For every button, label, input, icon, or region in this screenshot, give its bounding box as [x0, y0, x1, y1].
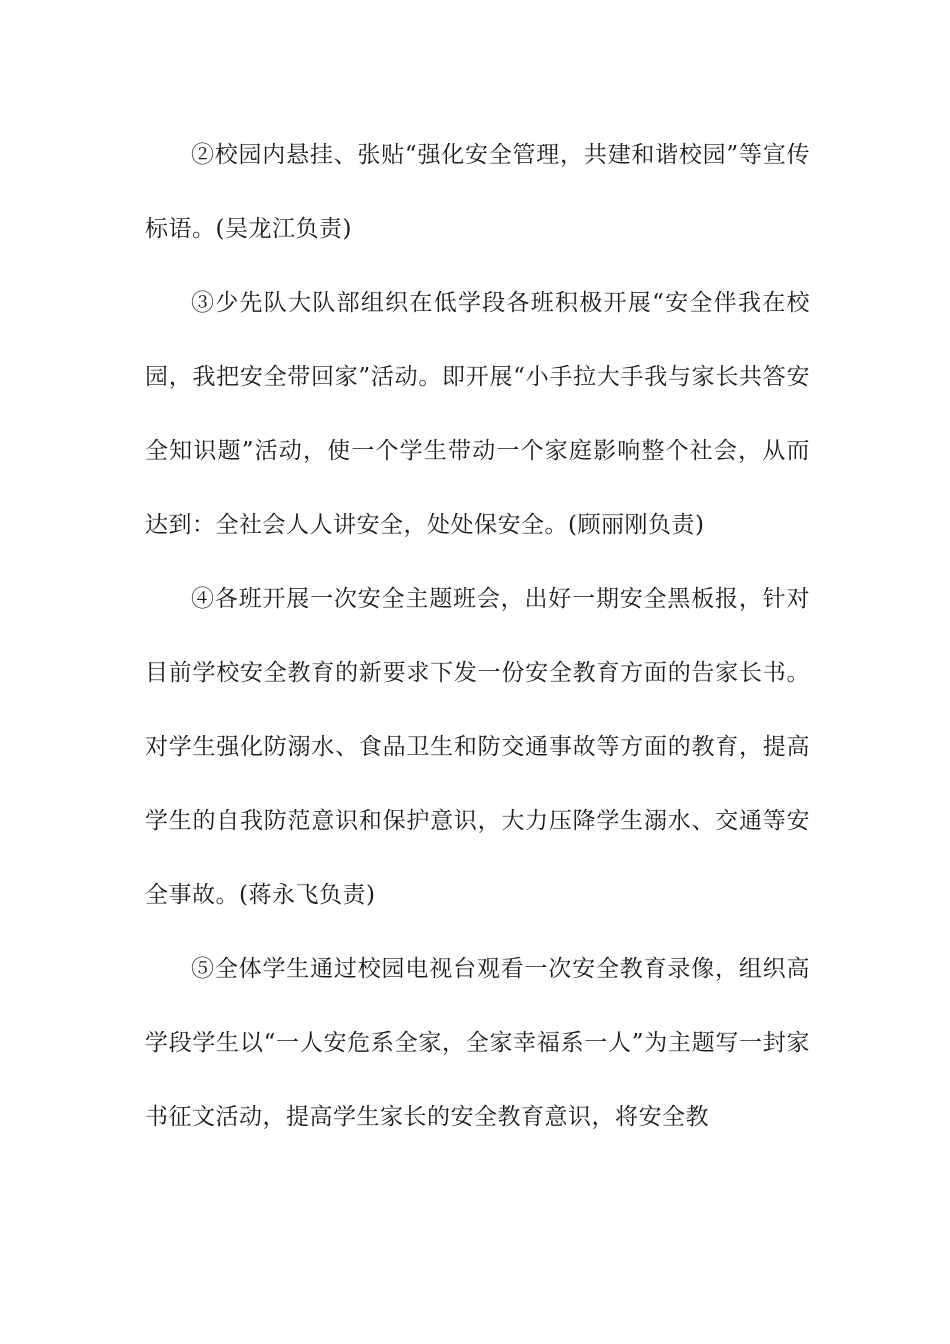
paragraph-item-3: ③少先队大队部组织在低学段各班积极开展“安全伴我在校园，我把安全带回家”活动。即开展“小手拉大手我与家长共答安全知识题”活动，使一个学生带动一个家庭影响整个社会，从而达到：全社会人人讲安全，处处保安全。(顾丽刚负责) [145, 290, 810, 538]
paragraph-item-2: ②校园内悬挂、张贴“强化安全管理，共建和谐校园”等宣传标语。(吴龙江负责) [145, 142, 810, 242]
paragraph-item-4: ④各班开展一次安全主题班会，出好一期安全黑板报，针对目前学校安全教育的新要求下发一份安全教育方面的告家长书。对学生强化防溺水、食品卫生和防交通事故等方面的教育，提高学生的自我防范意识和保护意识，大力压降学生溺水、交通等安全事故。(蒋永飞负责) [145, 586, 810, 908]
paragraph-item-5: ⑤全体学生通过校园电视台观看一次安全教育录像，组织高学段学生以“一人安危系全家，全家幸福系一人”为主题写一封家书征文活动，提高学生家长的安全教育意识，将安全教 [145, 956, 810, 1130]
document-body [145, 118, 810, 1154]
